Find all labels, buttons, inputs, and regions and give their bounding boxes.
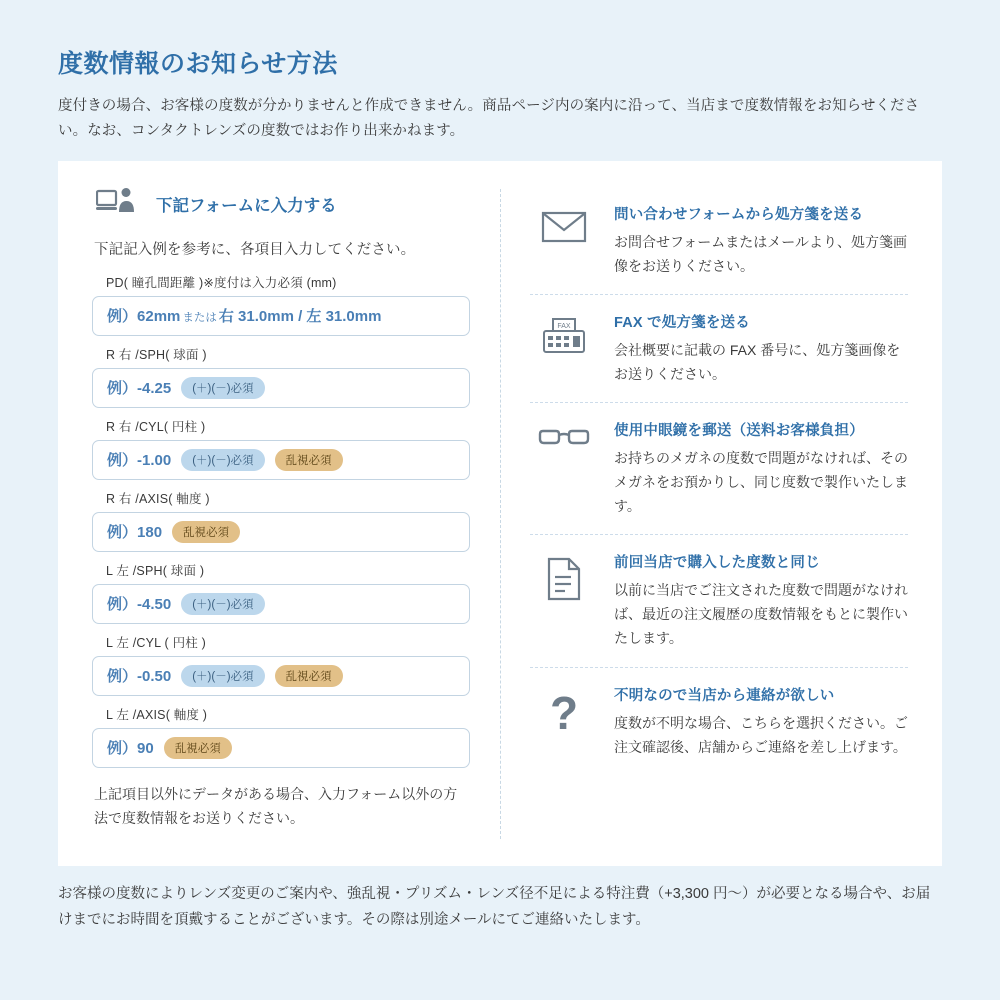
mail-envelope-icon xyxy=(536,203,592,278)
field-label: R 右 /SPH( 球面 ) xyxy=(106,347,207,362)
info-card xyxy=(58,161,942,866)
option-fax[interactable] xyxy=(530,295,908,403)
r-axis-input[interactable] xyxy=(92,512,470,552)
field-label: PD( 瞳孔間距離 )※度付は入力必須 (mm) xyxy=(106,275,337,290)
r-cyl-input[interactable] xyxy=(92,440,470,480)
field-r-sph xyxy=(92,345,470,408)
option-title: 使用中眼鏡を郵送（送料お客様負担） xyxy=(614,423,864,440)
option-title: 前回当店で購入した度数と同じ xyxy=(614,555,820,572)
option-text: 度数が不明な場合、こちらを選択ください。ご注文確認後、店舗からご連絡を差し上げます。 xyxy=(614,714,908,755)
badge-astigmatism-required: 乱視必須 xyxy=(172,521,240,543)
example-text: 例）-4.25 xyxy=(107,380,172,398)
badge-plus-minus-required: (＋)(－)必須 xyxy=(181,377,264,399)
left-note: 上記項目以外にデータがある場合、入力フォーム以外の方法で度数情報をお送りください。 xyxy=(94,785,458,827)
field-pd xyxy=(92,273,470,336)
l-cyl-input[interactable] xyxy=(92,656,470,696)
example-text: 例）180 xyxy=(107,524,163,542)
badge-plus-minus-required: (＋)(－)必須 xyxy=(181,593,264,615)
left-column xyxy=(58,161,500,866)
page-intro: 度付きの場合、お客様の度数が分かりませんと作成できません。商品ページ内の案内に沿って、当店まで度数情報をお知らせください。なお、コンタクトレンズの度数ではお作り出来かねます。 xyxy=(58,98,920,140)
option-text: 会社概要に記載の FAX 番号に、処方箋画像をお送りください。 xyxy=(614,341,901,382)
example-text: 例）-4.50 xyxy=(107,596,172,614)
field-label: L 左 /CYL ( 円柱 ) xyxy=(106,635,207,650)
field-label: R 右 /AXIS( 軸度 ) xyxy=(106,491,210,506)
badge-astigmatism-required: 乱視必須 xyxy=(275,449,343,471)
left-heading-row xyxy=(92,187,470,222)
left-heading-title: 下記フォームに入力する xyxy=(156,197,337,216)
l-sph-input[interactable] xyxy=(92,584,470,624)
left-subheading: 下記記入例を参考に、各項目入力してください。 xyxy=(94,241,416,258)
example-text: 例）62mm または 右 31.0mm / 左 31.0mm xyxy=(107,308,382,326)
option-text: お持ちのメガネの度数で問題がなければ、そのメガネをお預かりし、同じ度数で製作いたします。 xyxy=(614,450,908,515)
eyeglasses-icon xyxy=(536,419,592,518)
example-text: 例）-1.00 xyxy=(107,452,172,470)
option-mail-glasses[interactable] xyxy=(530,403,908,535)
option-text: 以前に当店でご注文された度数で問題がなければ、最近の注文履歴の度数情報をもとに製作いたします。 xyxy=(614,582,908,647)
field-l-axis xyxy=(92,705,470,768)
option-text: お問合せフォームまたはメールより、処方箋画像をお送りください。 xyxy=(614,233,908,274)
option-unknown-contact-me[interactable] xyxy=(530,668,908,775)
column-divider xyxy=(500,189,501,839)
page-footer-note: お客様の度数によりレンズ変更のご案内や、強乱視・プリズム・レンズ径不足による特注費（+3,300 円～）が必要となる場合や、お届けまでにお時間を頂戴することがございます。その際は別途メールにてご連絡いたします。 xyxy=(58,885,931,928)
svg-text:FAX: FAX xyxy=(557,322,571,330)
badge-astigmatism-required: 乱視必須 xyxy=(164,737,232,759)
example-text: 例）-0.50 xyxy=(107,668,172,686)
option-title: 問い合わせフォームから処方箋を送る xyxy=(614,206,864,223)
option-title: FAX で処方箋を送る xyxy=(614,314,750,331)
example-text: 例）90 xyxy=(107,740,154,758)
field-r-axis xyxy=(92,489,470,552)
badge-plus-minus-required: (＋)(－)必須 xyxy=(181,665,264,687)
l-axis-input[interactable] xyxy=(92,728,470,768)
field-label: R 右 /CYL( 円柱 ) xyxy=(106,419,206,434)
field-r-cyl xyxy=(92,417,470,480)
page-title: 度数情報のお知らせ方法 xyxy=(58,50,338,78)
option-contact-form[interactable] xyxy=(530,187,908,295)
r-sph-input[interactable] xyxy=(92,368,470,408)
question-mark-icon: ? xyxy=(549,686,579,739)
option-title: 不明なので当店から連絡が欲しい xyxy=(614,687,835,704)
field-l-sph xyxy=(92,561,470,624)
right-column xyxy=(500,161,942,866)
badge-plus-minus-required: (＋)(－)必須 xyxy=(181,449,264,471)
pd-input[interactable] xyxy=(92,296,470,336)
field-label: L 左 /SPH( 球面 ) xyxy=(106,563,205,578)
option-previous-order[interactable] xyxy=(530,535,908,667)
form-input-icon xyxy=(96,187,138,222)
badge-astigmatism-required: 乱視必須 xyxy=(275,665,343,687)
field-label: L 左 /AXIS( 軸度 ) xyxy=(106,707,208,722)
fax-machine-icon xyxy=(536,311,592,386)
field-l-cyl xyxy=(92,633,470,696)
document-icon xyxy=(536,551,592,650)
